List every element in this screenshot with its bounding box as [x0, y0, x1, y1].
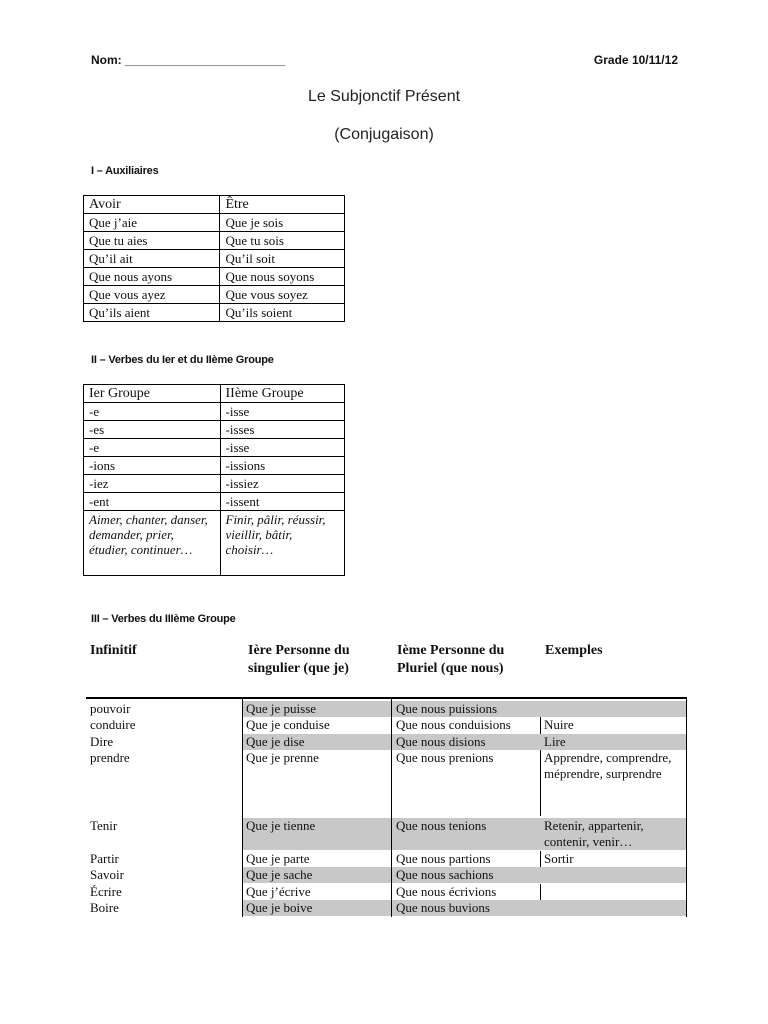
table-row [84, 475, 345, 493]
table-row [86, 750, 687, 816]
table-cell: Que vous soyez [220, 286, 345, 304]
table-row [84, 250, 345, 268]
column-header-singulier: Ière Personne du singulier (que je) [248, 643, 350, 676]
table-row [84, 457, 345, 475]
table-cell: -isse [220, 439, 345, 457]
table-cell: Que je tienne [242, 818, 392, 850]
page-title: Le Subjonctif Présent [307, 88, 461, 105]
table-header-rule [86, 697, 687, 699]
section-heading-groupes: II – Verbes du Ier et du IIème Groupe [91, 354, 274, 366]
table-cell [540, 867, 687, 883]
table-cell: Sortir [544, 851, 574, 866]
column-header: Avoir [84, 196, 220, 214]
table-cell: Lire [540, 734, 687, 750]
table-row [84, 286, 345, 304]
column-divider [540, 717, 541, 734]
table-row [86, 701, 687, 717]
table-cell: Que nous disions [392, 734, 540, 750]
table-cell: Que nous soyons [220, 268, 345, 286]
table-row [84, 439, 345, 457]
table-cell: Que je parte [246, 851, 310, 866]
column-header-pluriel: Ième Personne du Pluriel (que nous) [397, 643, 505, 676]
table-cell: Que nous prenions [396, 750, 494, 765]
column-divider [540, 851, 541, 867]
table-cell [540, 701, 687, 717]
table-cell: Apprendre, comprendre, méprendre, surprendre [544, 750, 672, 781]
table-cell: Que nous ayons [84, 268, 220, 286]
table-cell: Que je boive [242, 900, 392, 916]
table-cell: -ions [84, 457, 221, 475]
column-divider [242, 699, 243, 917]
table-cell: Que je dise [242, 734, 392, 750]
table-cell: -issent [220, 493, 345, 511]
table-cell: Que nous écrivions [396, 884, 497, 899]
table-row [86, 884, 687, 900]
table-cell: -e [84, 403, 221, 421]
column-header: IIème Groupe [220, 385, 345, 403]
table-row [84, 214, 345, 232]
grade-label: Grade 10/11/12 [593, 53, 678, 67]
table-cell: Qu’ils aient [84, 304, 220, 322]
table-cell: Que tu sois [220, 232, 345, 250]
table-cell: -ent [84, 493, 221, 511]
table-row [86, 867, 687, 883]
table-cell: Nuire [544, 717, 574, 732]
section-heading-auxiliaires: I – Auxiliaires [91, 165, 159, 177]
table-cell: Que nous buvions [392, 900, 540, 916]
table-cell: Que je sois [220, 214, 345, 232]
table-cell: Dire [90, 734, 114, 749]
table-cell: conduire [90, 717, 136, 732]
table-row [86, 851, 687, 867]
column-divider [540, 884, 541, 900]
table-cell: Que j’aie [84, 214, 220, 232]
section-heading-troisieme-groupe: III – Verbes du IIIème Groupe [91, 613, 236, 625]
table-row [86, 734, 687, 750]
table-cell: -issions [220, 457, 345, 475]
table-cell: Que nous partions [396, 851, 491, 866]
table-cell: pouvoir [90, 701, 131, 716]
table-cell: -es [84, 421, 221, 439]
table-cell: Que nous tenions [392, 818, 540, 850]
table-row [84, 268, 345, 286]
table-cell: Que tu aies [84, 232, 220, 250]
table-cell: Savoir [90, 867, 124, 882]
column-header-exemples: Exemples [545, 643, 603, 658]
table-cell: -isse [220, 403, 345, 421]
table-cell [540, 884, 687, 900]
table-row [84, 421, 345, 439]
table-cell: Que je prenne [246, 750, 319, 765]
page-subtitle: (Conjugaison) [334, 126, 434, 143]
table-cell: Que j’écrive [246, 884, 311, 899]
table-row [84, 403, 345, 421]
table-row [86, 717, 687, 734]
table-cell: Que je puisse [242, 701, 392, 717]
table-cell: Que nous puissions [392, 701, 540, 717]
column-divider [391, 699, 392, 917]
column-header: Être [220, 196, 345, 214]
table-cell: Qu’il ait [84, 250, 220, 268]
table-cell: Qu’ils soient [220, 304, 345, 322]
table-cell: -iez [84, 475, 221, 493]
table-row [84, 493, 345, 511]
table-row [84, 304, 345, 322]
table-row [84, 232, 345, 250]
table-cell: Que nous sachions [392, 867, 540, 883]
column-header-infinitif: Infinitif [90, 643, 137, 658]
table-cell: Que je sache [242, 867, 392, 883]
table-cell: Tenir [90, 818, 118, 833]
name-field-label: Nom: ________________________ [91, 53, 286, 67]
table-cell: Que nous conduisions [396, 717, 511, 732]
auxiliaires-table [83, 195, 345, 322]
examples-row [84, 511, 345, 576]
table-cell: -isses [220, 421, 345, 439]
table-cell: -issiez [220, 475, 345, 493]
table-cell [540, 900, 687, 916]
table-cell: Qu’il soit [220, 250, 345, 268]
table-cell: prendre [90, 750, 130, 765]
table-cell: Boire [90, 900, 119, 915]
examples-cell: Finir, pâlir, réussir, vieillir, bâtir, choisir… [220, 511, 345, 576]
column-divider [686, 699, 687, 917]
table-header-row [84, 196, 345, 214]
table-cell: Retenir, appartenir, contenir, venir… [540, 818, 687, 850]
table-row [86, 818, 687, 850]
examples-cell: Aimer, chanter, danser, demander, prier, étudier, continuer… [84, 511, 221, 576]
column-divider [540, 750, 541, 816]
table-header-row [84, 385, 345, 403]
column-header: Ier Groupe [84, 385, 221, 403]
table-cell: Partir [90, 851, 119, 866]
table-cell: -e [84, 439, 221, 457]
table-cell: Que vous ayez [84, 286, 220, 304]
groupes-table [83, 384, 345, 576]
table-cell: Écrire [90, 884, 122, 899]
table-row [86, 900, 687, 916]
table-cell: Que je conduise [246, 717, 330, 732]
